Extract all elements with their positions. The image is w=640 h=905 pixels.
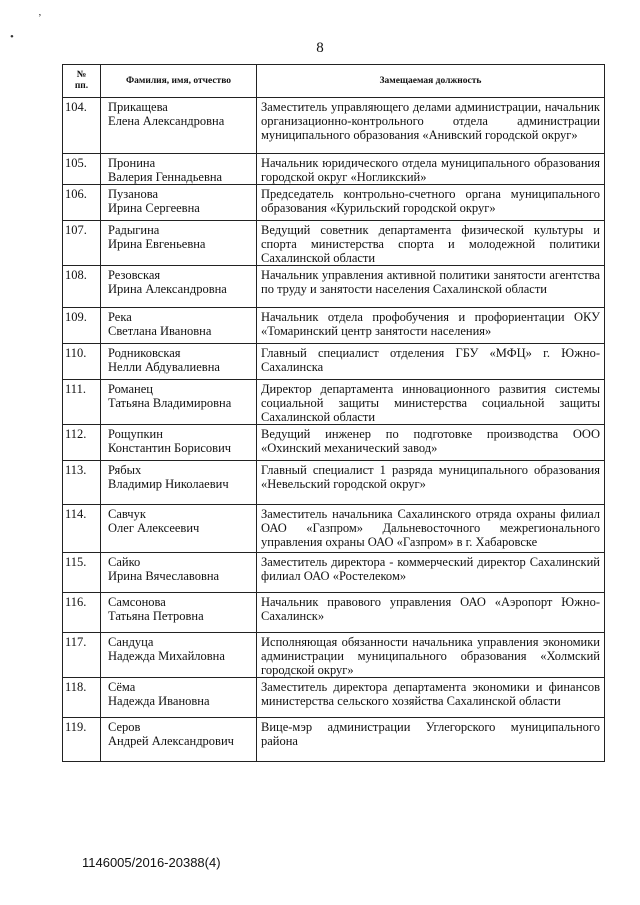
given-names: Надежда Ивановна xyxy=(108,694,210,708)
row-number: 118. xyxy=(63,678,101,718)
row-number: 107. xyxy=(63,221,101,266)
row-number: 112. xyxy=(63,425,101,461)
row-number: 117. xyxy=(63,633,101,678)
surname: Сандуца xyxy=(108,635,154,649)
row-number: 111. xyxy=(63,380,101,425)
person-name xyxy=(101,98,257,154)
table-row xyxy=(63,593,605,633)
position-title: Ведущий инженер по подготовке производства ООО «Охинский механический завод» xyxy=(257,425,605,461)
surname: Самсонова xyxy=(108,595,166,609)
table-row xyxy=(63,380,605,425)
given-names: Ирина Александровна xyxy=(108,282,227,296)
row-number: 115. xyxy=(63,553,101,593)
position-title: Главный специалист 1 разряда муниципального образования «Невельский городской округ» xyxy=(257,461,605,505)
position-title: Директор департамента инновационного развития системы социальной защиты министерства социальной защиты Сахалинской области xyxy=(257,380,605,425)
header-name: Фамилия, имя, отчество xyxy=(101,65,257,98)
given-names: Андрей Александрович xyxy=(108,734,234,748)
position-title: Заместитель начальника Сахалинского отряда охраны филиал ОАО «Газпром» Дальневосточного межрегионального управления охраны ОАО «Газпром» в г. Хабаровске xyxy=(257,505,605,553)
surname: Савчук xyxy=(108,507,146,521)
person-name xyxy=(101,553,257,593)
position-title: Исполняющая обязанности начальника управления экономики администрации муниципального образования «Холмский городской округ» xyxy=(257,633,605,678)
table-header-row xyxy=(63,65,605,98)
person-name xyxy=(101,505,257,553)
surname: Пузанова xyxy=(108,187,158,201)
surname: Резовская xyxy=(108,268,161,282)
table-row xyxy=(63,154,605,185)
page-number: 8 xyxy=(316,40,324,56)
person-name xyxy=(101,425,257,461)
person-name xyxy=(101,718,257,762)
person-name xyxy=(101,633,257,678)
position-title: Начальник отдела профобучения и профориентации ОКУ «Томаринский центр занятости населения» xyxy=(257,308,605,344)
surname: Серов xyxy=(108,720,141,734)
position-title: Главный специалист отделения ГБУ «МФЦ» г. Южно-Сахалинска xyxy=(257,344,605,380)
person-name xyxy=(101,308,257,344)
person-name xyxy=(101,344,257,380)
surname: Родниковская xyxy=(108,346,181,360)
given-names: Ирина Евгеньевна xyxy=(108,237,206,251)
row-number: 104. xyxy=(63,98,101,154)
table-row xyxy=(63,461,605,505)
table-row xyxy=(63,718,605,762)
position-title: Ведущий советник департамента физической культуры и спорта министерства спорта и молодежной политики Сахалинской области xyxy=(257,221,605,266)
header-position: Замещаемая должность xyxy=(257,65,605,98)
surname: Пронина xyxy=(108,156,156,170)
position-title: Заместитель директора - коммерческий директор Сахалинский филиал ОАО «Ростелеком» xyxy=(257,553,605,593)
person-name xyxy=(101,593,257,633)
given-names: Ирина Сергеевна xyxy=(108,201,200,215)
row-number: 116. xyxy=(63,593,101,633)
header-num: № пп. xyxy=(63,65,101,98)
person-name xyxy=(101,221,257,266)
given-names: Ирина Вячеславовна xyxy=(108,569,220,583)
table-row xyxy=(63,425,605,461)
table-row xyxy=(63,344,605,380)
surname: Река xyxy=(108,310,132,324)
given-names: Светлана Ивановна xyxy=(108,324,212,338)
surname: Рябых xyxy=(108,463,142,477)
row-number: 108. xyxy=(63,266,101,308)
given-names: Татьяна Петровна xyxy=(108,609,204,623)
position-title: Начальник юридического отдела муниципального образования городской округ «Ногликский» xyxy=(257,154,605,185)
person-name xyxy=(101,154,257,185)
table-row xyxy=(63,98,605,154)
person-name xyxy=(101,461,257,505)
row-number: 106. xyxy=(63,185,101,221)
position-title: Заместитель директора департамента экономики и финансов министерства сельского хозяйства Сахалинской области xyxy=(257,678,605,718)
position-title: Начальник управления активной политики занятости агентства по труду и занятости населения Сахалинской области xyxy=(257,266,605,308)
position-title: Председатель контрольно-счетного органа муниципального образования «Курильский городской округ» xyxy=(257,185,605,221)
person-name xyxy=(101,678,257,718)
position-title: Вице-мэр администрации Углегорского муниципального района xyxy=(257,718,605,762)
table-row xyxy=(63,185,605,221)
given-names: Валерия Геннадьевна xyxy=(108,170,223,184)
document-code: 1146005/2016-20388(4) xyxy=(82,855,221,870)
row-number: 114. xyxy=(63,505,101,553)
table-row xyxy=(63,266,605,308)
position-title: Начальник правового управления ОАО «Аэропорт Южно-Сахалинск» xyxy=(257,593,605,633)
row-number: 113. xyxy=(63,461,101,505)
table-row xyxy=(63,221,605,266)
given-names: Елена Александровна xyxy=(108,114,225,128)
given-names: Олег Алексеевич xyxy=(108,521,200,535)
surname: Рощупкин xyxy=(108,427,163,441)
given-names: Константин Борисович xyxy=(108,441,232,455)
row-number: 105. xyxy=(63,154,101,185)
surname: Сайко xyxy=(108,555,141,569)
person-name xyxy=(101,380,257,425)
person-name xyxy=(101,185,257,221)
personnel-table xyxy=(62,64,605,762)
given-names: Татьяна Владимировна xyxy=(108,396,232,410)
corner-mark: ‚ xyxy=(38,6,42,18)
table-body xyxy=(63,98,605,762)
position-title: Заместитель управляющего делами администрации, начальник организационно-контрольного отдела администрации муниципального образования «Анивский городской округ» xyxy=(257,98,605,154)
given-names: Надежда Михайловна xyxy=(108,649,225,663)
row-number: 109. xyxy=(63,308,101,344)
table-row xyxy=(63,308,605,344)
surname: Прикащева xyxy=(108,100,168,114)
table-row xyxy=(63,553,605,593)
row-number: 110. xyxy=(63,344,101,380)
surname: Радыгина xyxy=(108,223,160,237)
person-name xyxy=(101,266,257,308)
given-names: Владимир Николаевич xyxy=(108,477,229,491)
table-row xyxy=(63,633,605,678)
table-row xyxy=(63,678,605,718)
table-row xyxy=(63,505,605,553)
given-names: Нелли Абдувалиевна xyxy=(108,360,220,374)
corner-mark: • xyxy=(10,31,14,43)
surname: Сёма xyxy=(108,680,136,694)
row-number: 119. xyxy=(63,718,101,762)
surname: Романец xyxy=(108,382,153,396)
